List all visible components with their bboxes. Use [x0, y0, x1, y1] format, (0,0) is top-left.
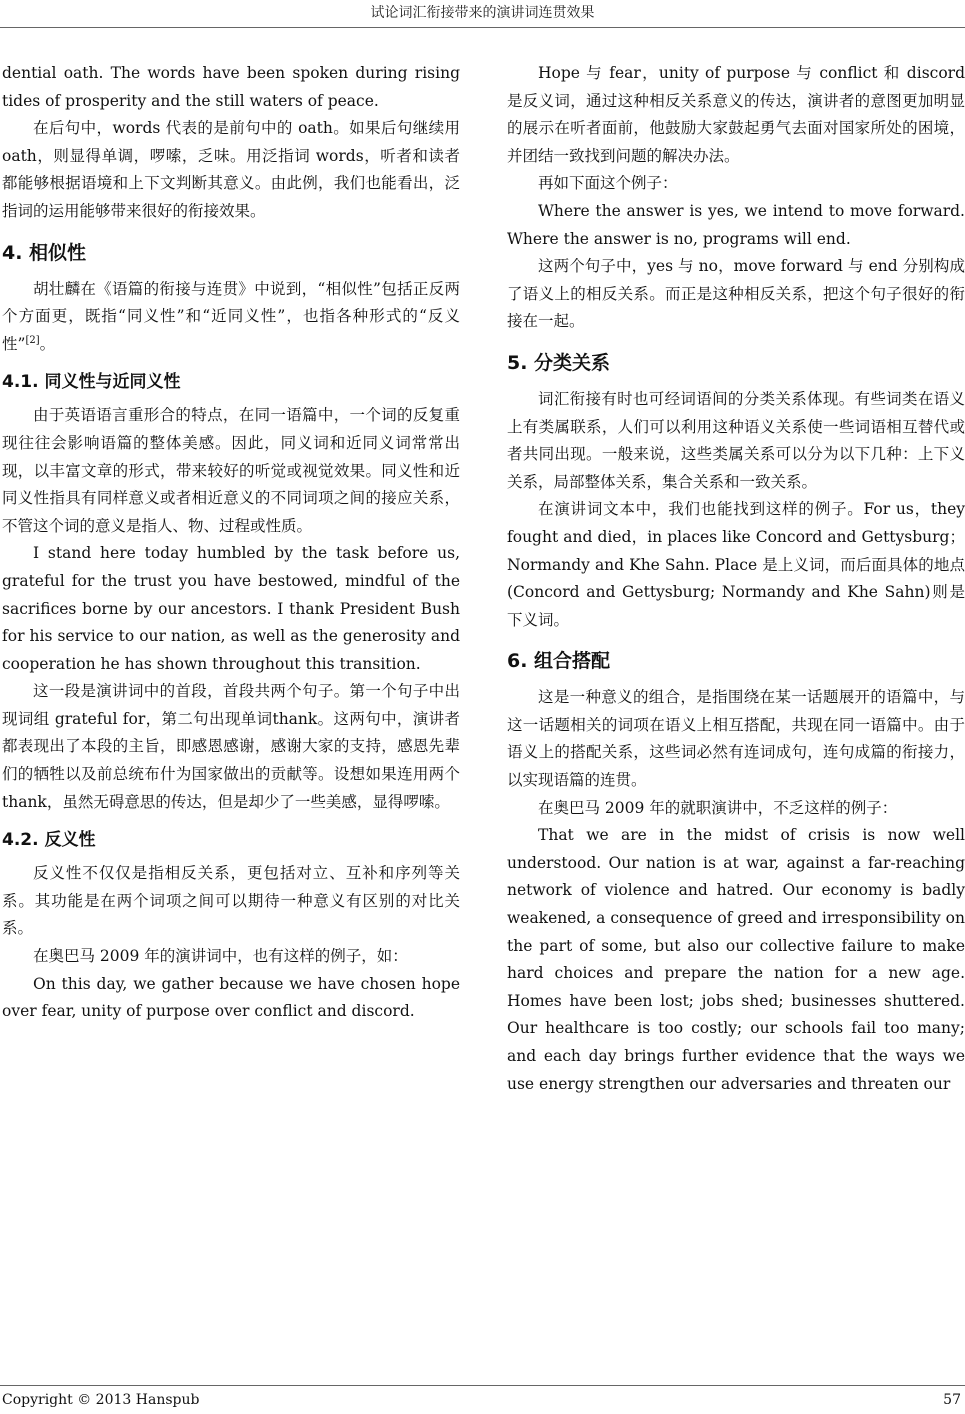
paragraph-analysis-3: 这两个句子中，yes 与 no，move forward 与 end 分别构成了语义上的相反关系。而正是这种相反关系，把这个句子很好的衔接在一起。 [507, 257, 965, 331]
subsection-heading-4-2: 4.2. 反义性 [2, 830, 96, 851]
paragraph-continued: dential oath. The words have been spoken during rising tides of prosperity and the still waters of peace. [2, 64, 460, 110]
paragraph-another-example: 再如下面这个例子： [538, 174, 678, 193]
running-header-title: 试论词汇衔接带来的演讲词连贯效果 [370, 5, 595, 21]
similarity-intro-end: 。 [39, 334, 56, 353]
quote-paragraph-1: I stand here today humbled by the task before us, grateful for the trust you have bestowed, mindful of the sacrifices borne by our ancestors. I thank President Bush for his service to our nation, as well as the generosity and cooperation he has shown throughout this transition. [2, 544, 460, 673]
paragraph-hope-fear: Hope 与 fear，unity of purpose 与 conflict 和 discord 是反义词，通过这种相反关系意义的传达，演讲者的意图更加明显的展示在听者面前，他鼓励大家鼓起勇气去面对国家所处的困境，并团结一致找到问题的解决办法。 [507, 64, 965, 165]
paragraph-synonymy: 由于英语语言重形合的特点，在同一语篇中，一个词的反复重现往往会影响语篇的整体美感。因此，同义词和近同义词常常出现，以丰富文章的形式，带来较好的听觉或视觉效果。同义性和近同义性指具有同样意义或者相近意义的不同词项之间的接应关系，不管这个词的意义是指人、物、过程或性质。 [2, 406, 460, 535]
left-column [2, 60, 460, 1026]
quote-paragraph-4: That we are in the midst of crisis is now well understood. Our nation is at war, against a far-reaching network of violence and hatred. Our economy is badly weakened, a consequence of greed and irresponsibility on the part of some, but also our collective failure to make hard choices and prepare the nation for a new age. Homes have been lost; jobs shed; businesses shuttered. Our healthcare is too costly; our schools fail too many; and each day brings further evidence that the ways we use energy strengthen our adversaries and threaten our [507, 826, 965, 1093]
section-heading-5: 5. 分类关系 [507, 351, 611, 374]
page-number: 57 [943, 1392, 961, 1408]
section-heading-6: 6. 组合搭配 [507, 650, 611, 673]
footer-divider [0, 1385, 965, 1386]
citation-ref: [2] [25, 334, 40, 346]
paragraph-words-analysis: 在后句中，words 代表的是前句中的 oath。如果后句继续用 oath，则显得单调，啰嗦，乏味。用泛指词 words，听者和读者都能够根据语境和上下文判断其意义。由此例，我们也能看出，泛指词的运用能够带来很好的衔接效果。 [2, 119, 460, 220]
right-column [507, 60, 965, 1098]
subsection-heading-4-1: 4.1. 同义性与近同义性 [2, 372, 181, 393]
paragraph-collocation-example-intro: 在奥巴马 2009 年的就职演讲中，不乏这样的例子： [538, 798, 898, 817]
footer-copyright: Copyright © 2013 Hanspub [2, 1392, 200, 1408]
paragraph-classification-example: 在演讲词文本中，我们也能找到这样的例子。For us，they fought and died，in places like Concord and Gettysburg；Normandy and Khe Sahn. Place 是上义词，而后面具体的地点(Concord and Gettysburg; Normandy and Khe Sahn)则是下义词。 [507, 500, 965, 629]
quote-paragraph-2: On this day, we gather because we have chosen hope over fear, unity of purpose over conflict and discord. [2, 974, 460, 1021]
paragraph-classification: 词汇衔接有时也可经词语间的分类关系体现。有些词类在语义上有类属联系，人们可以利用这种语义关系使一些词语相互替代或者共同出现。一般来说，这些类属关系可以分为以下几种：上下义关系，局部整体关系，集合关系和一致关系。 [507, 389, 965, 491]
paragraph-analysis-1: 这一段是演讲词中的首段，首段共两个句子。第一个句子中出现词组 grateful for，第二句出现单词thank。这两句中，演讲者都表现出了本段的主旨，即感恩感谢，感谢大家的支持，感恩先辈们的牺牲以及前总统布什为国家做出的贡献等。设想如果连用两个thank，虽然无碍意思的传达，但是却少了一些美感，显得啰嗦。 [2, 682, 460, 811]
similarity-intro-text: 胡壮麟在《语篇的衔接与连贯》中说到，“相似性”包括正反两个方面更，既指“同义性”和“近同义性”，也指各种形式的“反义性” [2, 279, 460, 353]
paragraph-antonymy-example-intro: 在奥巴马 2009 年的演讲词中，也有这样的例子，如： [33, 947, 408, 966]
header-divider [0, 27, 965, 28]
paragraph-similarity-intro [2, 276, 460, 359]
paragraph-collocation: 这是一种意义的组合，是指围绕在某一话题展开的语篇中，与这一话题相关的词项在语义上相互搭配，共现在同一语篇中。由于语义上的搭配关系，这些词必然有连词成句，连句成篇的衔接力，以实现语篇的连贯。 [507, 688, 965, 790]
quote-paragraph-3: Where the answer is yes, we intend to move forward. Where the answer is no, programs will end. [507, 201, 965, 248]
section-heading-4: 4. 相似性 [2, 241, 87, 264]
paragraph-antonymy: 反义性不仅仅是指相反关系，更包括对立、互补和序列等关系。其功能是在两个词项之间可以期待一种意义有区别的对比关系。 [2, 864, 460, 938]
